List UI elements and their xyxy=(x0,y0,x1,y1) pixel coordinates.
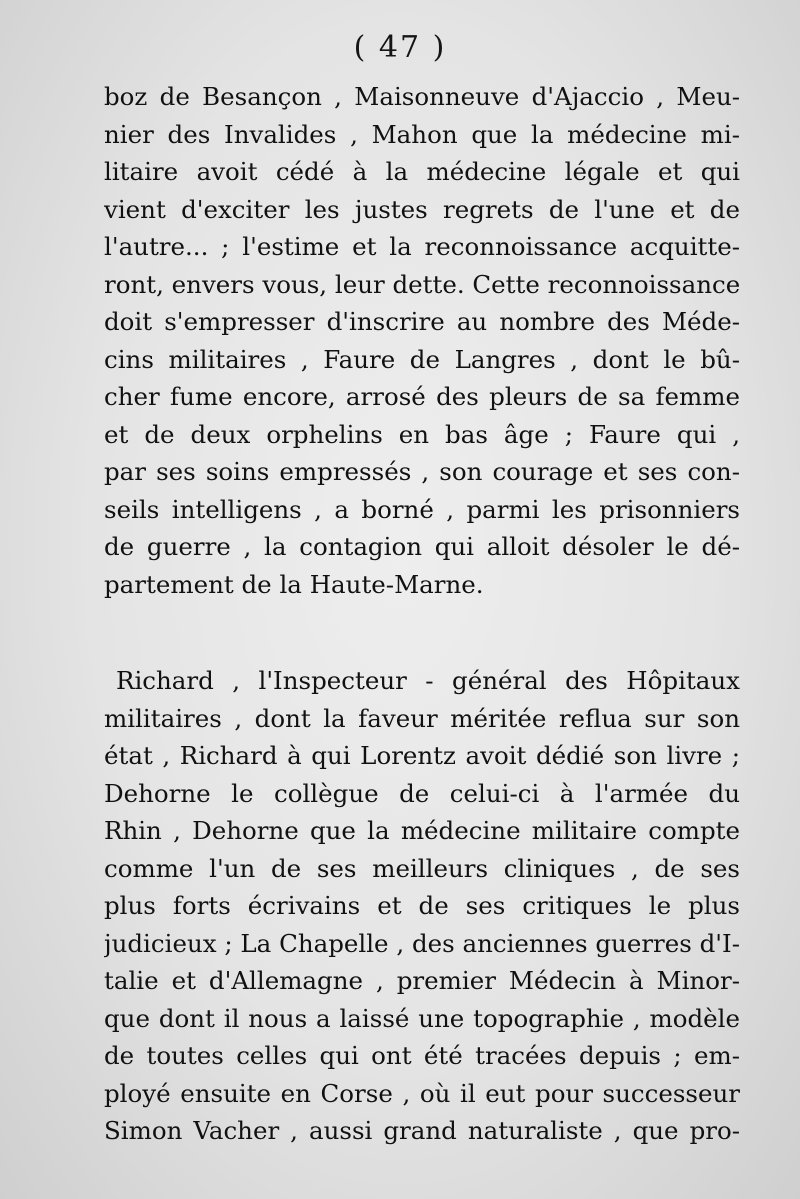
text-line: nier des Invalides , Mahon que la médecine mi- xyxy=(104,119,740,149)
text-line: cins militaires , Faure de Langres , dont le bû- xyxy=(104,344,740,374)
text-line: par ses soins empressés , son courage et ses con- xyxy=(104,457,740,486)
text-line: ployé ensuite en Corse , où il eut pour successeur xyxy=(104,1078,740,1108)
paragraph-1 xyxy=(104,78,740,603)
text-line: seils intelligens , a borné , parmi les prisonniers xyxy=(104,494,740,524)
text-line: judicieux ; La Chapelle , des anciennes guerres d'I- xyxy=(104,928,740,958)
text-line: cher fume encore, arrosé des pleurs de sa femme xyxy=(104,382,740,411)
text-line: l'autre... ; l'estime et la reconnoissance acquitte- xyxy=(104,232,740,261)
text-line: de guerre , la contagion qui alloit désoler le dé- xyxy=(104,532,740,561)
text-line: de toutes celles qui ont été tracées depuis ; em- xyxy=(104,1041,740,1070)
text-line: Dehorne le collègue de celui-ci à l'armée du xyxy=(104,778,740,808)
text-line: talie et d'Allemagne , premier Médecin à Minor- xyxy=(104,966,740,995)
text-line: que dont il nous a laissé une topographie , modèle xyxy=(104,1003,740,1033)
text-line: état , Richard à qui Lorentz avoit dédié son livre ; xyxy=(104,741,740,770)
text-line: Rhin , Dehorne que la médecine militaire compte xyxy=(104,816,740,845)
text-line: doit s'empresser d'inscrire au nombre des Méde- xyxy=(104,307,740,336)
text-line: et de deux orphelins en bas âge ; Faure qui , xyxy=(104,419,740,449)
paragraph-2 xyxy=(104,662,740,1150)
text-line: plus forts écrivains et de ses critiques le plus xyxy=(104,891,740,920)
text-line: ront, envers vous, leur dette. Cette reconnoissance xyxy=(104,269,740,299)
text-line: vient d'exciter les justes regrets de l'une et de xyxy=(104,194,740,224)
text-line: partement de la Haute-Marne. xyxy=(104,569,484,599)
text-line: Richard , l'Inspecteur - général des Hôpitaux xyxy=(116,666,740,695)
text-line: litaire avoit cédé à la médecine légale et qui xyxy=(104,157,740,186)
text-line: boz de Besançon , Maisonneuve d'Ajaccio , Meu- xyxy=(104,82,740,111)
page-number: ( 47 ) xyxy=(353,30,447,65)
text-line: Simon Vacher , aussi grand naturaliste , que pro- xyxy=(104,1116,740,1145)
text-line: comme l'un de ses meilleurs cliniques , de ses xyxy=(104,853,740,883)
text-line: militaires , dont la faveur méritée reflua sur son xyxy=(104,703,740,733)
